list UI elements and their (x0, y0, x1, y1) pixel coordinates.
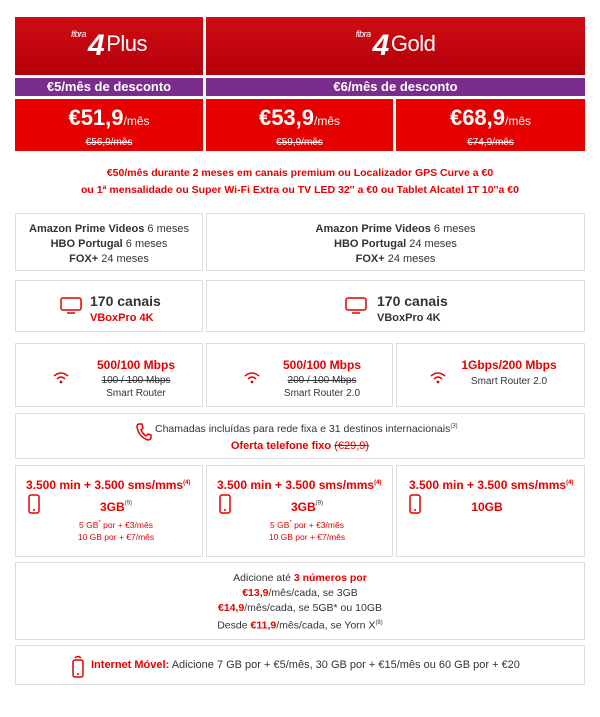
phone-note: (3) (450, 423, 458, 430)
mobile-addon-note: * (98, 520, 101, 526)
price-box-plus (15, 99, 203, 151)
tv-box: VBoxPro 4K (377, 312, 441, 324)
price-unit: /mês (505, 114, 532, 128)
streaming-duration: 6 meses (433, 223, 476, 235)
mobile-addon-2: 10 GB por + €7/mês (77, 531, 155, 542)
plan-small-label: fibra (355, 29, 371, 39)
internet-router: Smart Router 2.0 (470, 376, 548, 387)
tv-channels: 170 canais (377, 293, 448, 309)
plan-small-label: fibra (71, 29, 87, 39)
internet-gold-2 (396, 343, 585, 407)
extra-line-1b: 3 números por (293, 572, 367, 584)
smartphone-icon (219, 494, 231, 514)
internet-router: Smart Router 2.0 (283, 388, 361, 399)
mobile-minutes: 3.500 min + 3.500 sms/mms (409, 478, 567, 492)
mobile-note: (4) (183, 480, 191, 486)
plan-number: 4 (372, 29, 389, 62)
internet-movel-label: Internet Móvel: (91, 659, 170, 671)
tv-icon (345, 297, 367, 315)
mobile-note: (4) (566, 480, 574, 486)
streaming-name: Amazon Prime Videos (315, 223, 431, 235)
plan-header-gold (206, 17, 585, 75)
phone-row (15, 413, 585, 459)
tv-gold (206, 280, 585, 332)
internet-gold-1 (206, 343, 393, 407)
wifi-icon (52, 371, 70, 385)
plan-name-gold: Gold (390, 31, 436, 56)
price-unit: /mês (314, 114, 341, 128)
mobile-addon-1: 5 GB (270, 519, 290, 530)
extra-line-4c: /mês/cada, se Yorn X (276, 619, 376, 632)
promo-text (15, 165, 585, 199)
tv-channels: 170 canais (90, 293, 161, 309)
tv-plus (15, 280, 203, 332)
mobile-data: 3GB (99, 500, 125, 514)
streaming-name: HBO Portugal (334, 238, 407, 250)
tv-box: VBoxPro 4K (90, 312, 154, 324)
mobile-data-note: (9) (315, 500, 324, 507)
internet-movel-text: Adicione 7 GB por + €5/mês, 30 GB por + €15/mês ou 60 GB por + €20 (171, 659, 520, 671)
plan-name-plus: Plus (106, 31, 147, 56)
promo-line-2: ou 1ª mensalidade ou Super Wi-Fi Extra ou TV LED 32'' a €0 ou Tablet Alcatel 1T 10''a €0 (81, 184, 519, 196)
mobile-minutes: 3.500 min + 3.500 sms/mms (217, 478, 375, 492)
smartphone-icon (409, 494, 421, 514)
extra-numbers (15, 562, 585, 640)
price-box-gold-1 (206, 99, 393, 151)
mobile-plus (15, 465, 203, 557)
tv-icon (60, 297, 82, 315)
extra-price-3: €11,9 (250, 619, 277, 632)
extra-price-2: €14,9 (217, 602, 245, 614)
streaming-name: FOX+ (355, 253, 385, 265)
extra-line-1a: Adicione até (233, 572, 294, 584)
extra-line-2: /mês/cada, se 3GB (268, 587, 358, 599)
extra-price-1: €13,9 (242, 587, 269, 599)
internet-speed: 500/100 Mbps (282, 358, 362, 372)
internet-plus (15, 343, 203, 407)
price-old: €74,9/mês (467, 137, 514, 148)
mobile-minutes: 3.500 min + 3.500 sms/mms (26, 478, 184, 492)
discount-gold: €6/mês de desconto (206, 78, 585, 96)
streaming-name: FOX+ (69, 253, 99, 265)
internet-speed: 1Gbps/200 Mbps (461, 358, 557, 372)
price-value: €53,9 (258, 105, 315, 130)
internet-old-speed: 200 / 100 Mbps (287, 375, 357, 386)
streaming-duration: 24 meses (409, 238, 457, 250)
price-unit: /mês (123, 114, 150, 128)
mobile-data: 10GB (471, 500, 503, 514)
internet-router: Smart Router (106, 388, 166, 399)
mobile-addon-1-price: por + €3/mês (291, 519, 344, 530)
streaming-name: HBO Portugal (50, 238, 123, 250)
streaming-duration: 6 meses (125, 238, 168, 250)
price-value: €51,9 (68, 105, 124, 130)
wifi-icon (243, 371, 261, 385)
streaming-duration: 24 meses (387, 253, 436, 265)
discount-plus: €5/mês de desconto (15, 78, 203, 96)
price-box-gold-2 (396, 99, 585, 151)
phone-calls-text: Chamadas incluídas para rede fixa e 31 destinos internacionais (155, 423, 451, 435)
wifi-icon (429, 371, 447, 385)
mobile-addon-2: 10 GB por + €7/mês (268, 531, 346, 542)
phone-icon (136, 423, 152, 441)
mobile-addon-1: 5 GB (79, 519, 99, 530)
internet-old-speed: 100 / 100 Mbps (101, 375, 171, 386)
streaming-name: Amazon Prime Videos (29, 223, 145, 235)
extra-line-3: /mês/cada, se 5GB* ou 10GB (244, 602, 383, 614)
price-old: €56,9/mês (85, 137, 133, 148)
phone-offer: Oferta telefone fixo (230, 440, 332, 452)
internet-movel-row (15, 645, 585, 685)
internet-speed: 500/100 Mbps (96, 358, 176, 372)
extra-note: (8) (375, 620, 383, 626)
streaming-duration: 6 meses (147, 223, 189, 235)
smartphone-icon (28, 494, 40, 514)
plan-header-plus (15, 17, 203, 75)
streaming-gold (206, 213, 585, 271)
streaming-plus (15, 213, 203, 271)
mobile-gold-2 (396, 465, 585, 557)
plan-number: 4 (88, 29, 105, 62)
mobile-internet-icon (72, 654, 84, 678)
mobile-data: 3GB (290, 500, 316, 514)
mobile-addon-note: * (289, 520, 292, 526)
extra-line-4a: Desde (217, 619, 251, 632)
promo-line-1: €50/mês durante 2 meses em canais premium ou Localizador GPS Curve a €0 (106, 167, 494, 179)
mobile-addon-1-price: por + €3/mês (100, 519, 153, 530)
streaming-duration: 24 meses (101, 253, 149, 265)
price-value: €68,9 (449, 105, 506, 130)
phone-offer-old: (€29,9) (334, 440, 370, 452)
mobile-data-note: (9) (124, 500, 133, 507)
mobile-note: (4) (374, 480, 382, 486)
mobile-gold-1 (206, 465, 393, 557)
price-old: €59,9/mês (276, 137, 323, 148)
